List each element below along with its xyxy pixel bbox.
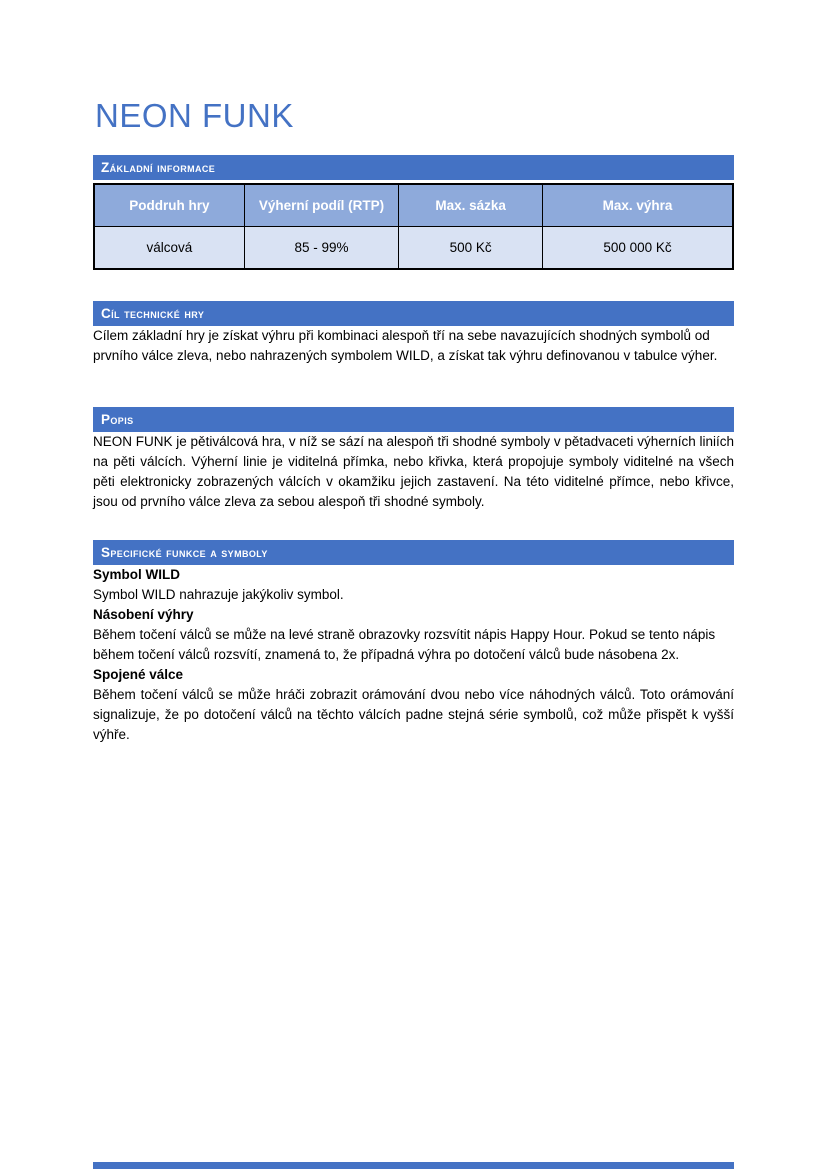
basic-info-table bbox=[93, 183, 734, 270]
table-cell-max-win: 500 000 Kč bbox=[543, 227, 733, 270]
section-header-goal-label: Cíl technické hry bbox=[101, 306, 205, 321]
section-header-basic-info bbox=[93, 155, 734, 180]
description-paragraph: NEON FUNK je pětiválcová hra, v níž se sází na alespoň tři shodné symboly v pětadvaceti výherních liniích na pěti válcích. Výherní linie je viditelná přímka, nebo křivka, která propojuje symboly viditelné na všech pěti elektronicky zobrazených válcích v okamžiku jejich zastavení. Na této viditelné přímce, nebo křivce, jsou od prvního válce zleva za sebou alespoň tři shodné symboly. bbox=[93, 434, 734, 509]
feature-body-joined-reels: Během točení válců se může hráči zobrazit orámování dvou nebo více náhodných válců. Toto orámování signalizuje, že po dotočení válců na těchto válcích padne stejná série symbolů, což může přispět k vyšší výhře. bbox=[93, 687, 734, 742]
goal-paragraph: Cílem základní hry je získat výhru při kombinaci alespoň tří na sebe navazujících shodných symbolů od prvního válce zleva, nebo nahrazených symbolem WILD, a získat tak výhru definovanou v tabulce výher. bbox=[93, 328, 718, 363]
section-header-description bbox=[93, 407, 734, 432]
table-col-header-subtype: Poddruh hry bbox=[94, 184, 244, 227]
table-cell-rtp: 85 - 99% bbox=[244, 227, 399, 270]
table-col-header-max-win: Max. výhra bbox=[543, 184, 733, 227]
table-col-header-max-bet: Max. sázka bbox=[399, 184, 543, 227]
feature-heading-win-multiplier: Násobení výhry bbox=[93, 607, 194, 622]
page-title: NEON FUNK bbox=[95, 97, 294, 134]
section-header-description-label: Popis bbox=[101, 412, 134, 427]
section-header-features bbox=[93, 540, 734, 565]
table-row bbox=[94, 227, 733, 270]
feature-body-win-multiplier: Během točení válců se může na levé straně obrazovky rozsvítit nápis Happy Hour. Pokud se tento nápis během točení válců rozsvítí, znamená to, že případná výhra po dotočení válců bude násobena 2x. bbox=[93, 627, 716, 662]
table-cell-subtype: válcová bbox=[94, 227, 244, 270]
table-cell-max-bet: 500 Kč bbox=[399, 227, 543, 270]
document-content bbox=[93, 0, 734, 745]
section-header-features-label: Specifické funkce a symboly bbox=[101, 545, 268, 560]
section-header-basic-info-label: Základní informace bbox=[101, 160, 216, 175]
next-section-bar-cutoff bbox=[93, 1162, 734, 1169]
table-header-row bbox=[94, 184, 733, 227]
section-header-goal bbox=[93, 301, 734, 326]
feature-body-symbol-wild: Symbol WILD nahrazuje jakýkoliv symbol. bbox=[93, 587, 344, 602]
table-col-header-rtp: Výherní podíl (RTP) bbox=[244, 184, 399, 227]
feature-heading-joined-reels: Spojené válce bbox=[93, 667, 184, 682]
feature-heading-symbol-wild: Symbol WILD bbox=[93, 567, 180, 582]
